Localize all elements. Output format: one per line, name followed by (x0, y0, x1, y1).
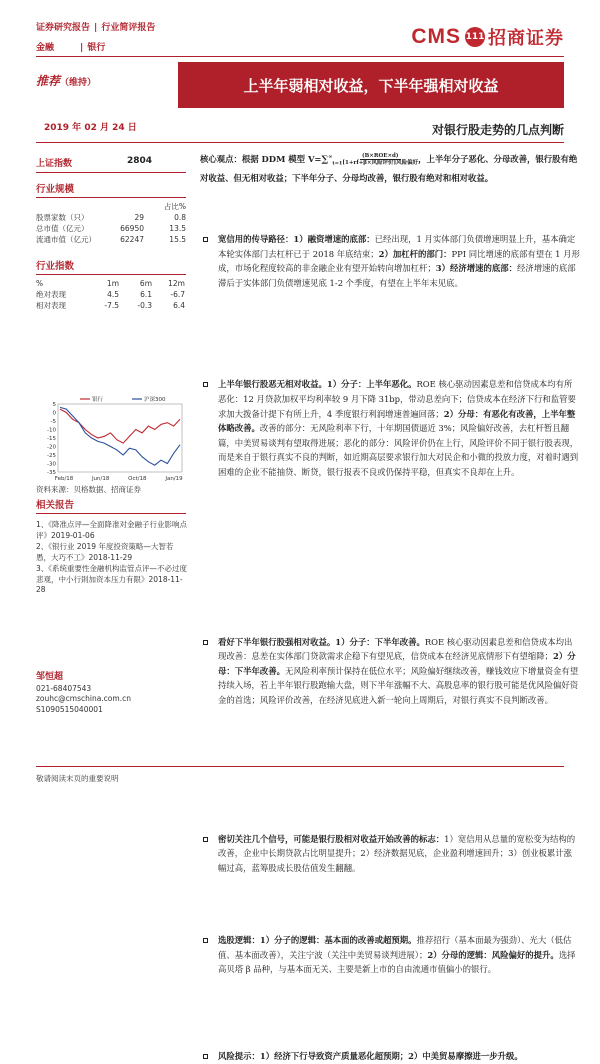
row-value: 6.4 (173, 301, 185, 310)
x-tick-label: Feb/18 (54, 476, 74, 482)
separator: | (80, 43, 84, 53)
sector-index-block (36, 258, 186, 311)
sector-name: 金融 (36, 43, 55, 53)
bullet-lead: 上半年银行股恶无相对收益。1）分子：上半年恶化。 (218, 379, 417, 390)
bullet-first-half (200, 377, 580, 479)
rating (36, 72, 96, 89)
formula-denominator: [1+rf+β×风险评价]风险偏好 (342, 159, 419, 166)
core-suffix: ，上半年分子恶化、分母改善，银行股有绝对收益、但无相对收益；下半年分子、分母均改善，银行股有绝对和相对收益。 (200, 153, 578, 184)
rating-sub: （维持） (60, 78, 97, 88)
divider (36, 197, 186, 198)
y-tick-label: 5 (52, 402, 56, 408)
related-report-link[interactable]: 2、《银行业 2019 年度投资策略—大智若愚，大巧不工》2018-11-29 (36, 542, 174, 562)
divider (36, 513, 186, 514)
author-email[interactable]: zouhc@cmschina.com.cn (36, 694, 131, 703)
bullet-text: 无风险利率预计保持在低位水平；风险偏好继续改善，赚钱效应下增量资金有望持续入场，若上半年银行股跑输大盘，则下半年涨幅不大、高股息率的银行股可能是优风险偏好资金的首选；风险评价改善，在经济见底进入新一轮向上周期后，对银行真实不良判断改善。 (218, 665, 579, 705)
row-label: 绝对表现 (36, 290, 66, 299)
report-header-line1 (36, 20, 155, 33)
y-tick-label: -25 (47, 453, 56, 459)
row-pct: 0.8 (174, 213, 186, 222)
formula-lower: t=1 (332, 160, 343, 167)
bullet-square-icon (203, 938, 208, 943)
related-report-link[interactable]: 1、《降准点评—全面降准对金融子行业影响点评》2019-01-06 (36, 520, 188, 540)
row-value: 29 (134, 213, 144, 222)
bullet-square-icon (203, 1054, 208, 1059)
bullet-text: 改善的部分：无风险利率下行，十年期国债逼近 3%；风险偏好改善，去杠杆暂且翻篇，中美贸易谈判有望取得进展；恶化的部分：风险评价仍在上行，风险评价不同于银行股表现，而是来自于银行真实不良的判断，如近期高层要求银行加大对民企和小微的投放力度，对着时遇到困难的企业不能抽贷、断贷，银行报表不良或仍保持平稳，但真实不良却在上升。 (218, 423, 579, 477)
column-header: 占比% (163, 202, 186, 211)
y-tick-label: -20 (47, 444, 56, 451)
related-report-link[interactable]: 3、《系统重要性金融机构监管点评—不必过度悲观，中小行則加资本压力有限》2018-11-28 (36, 564, 188, 594)
row-pct: 13.5 (169, 224, 186, 233)
subsector-name: 银行 (87, 43, 106, 53)
bullet-square-icon (203, 640, 208, 645)
row-label: 股票家数（只） (36, 213, 89, 222)
bullet-text: ROE 核心驱动因素息差和信贷成本均出现改善：息差在实体部门贷款需求企稳下有望见底，信贷成本在经济见底情形下有望缩降； (218, 636, 573, 662)
series-line-bank (60, 409, 180, 443)
report-kind: 行业简评报告 (101, 23, 156, 33)
logo-company-name: 招商证券 (488, 28, 564, 49)
formula-numerator: (B×ROE×d) (362, 152, 399, 159)
report-title-banner (178, 62, 564, 108)
divider (36, 172, 186, 173)
row-value: -0.3 (137, 301, 152, 310)
footer-note: 敬请阅读末页的重要说明 (36, 774, 119, 783)
bullet-text: PPI 同比增速的底部有望在 1 月形成，市场化程度较高的非金融企业有望开始转向增加杠杆； (218, 248, 580, 274)
header-divider (36, 56, 564, 57)
legend-label: 沪深300 (144, 397, 166, 403)
bullet-bold: 2）分母：有恶化有改善，上半年整体略改善。 (218, 408, 576, 434)
x-tick-label: Oct/18 (128, 476, 147, 482)
column-header: 12m (168, 279, 185, 288)
y-tick-label: 0 (52, 410, 56, 417)
core-prefix: 核心观点：根据 DDM 模型 (200, 153, 306, 164)
subtitle-divider (36, 142, 564, 143)
bullet-square-icon (203, 237, 208, 242)
bullet-stock-selection (200, 933, 580, 977)
table-row (36, 300, 186, 311)
report-title: 上半年弱相对收益，下半年强相对收益 (243, 76, 499, 95)
company-logo (411, 24, 564, 50)
performance-line-chart (36, 396, 186, 482)
formula-fraction (342, 153, 418, 166)
bullet-lead: 看好下半年银行股强相对收益。1）分子：下半年改善。 (218, 636, 425, 647)
bullet-square-icon (203, 382, 208, 387)
author-name: 邹恒超 (36, 672, 64, 682)
author-block (36, 672, 186, 715)
author-phone: 021-68407543 (36, 683, 92, 693)
table-row (36, 234, 186, 245)
bullet-risk (200, 1049, 580, 1064)
row-value: 62247 (120, 235, 144, 244)
related-reports-header (36, 497, 186, 514)
x-tick-label: Jan/19 (165, 476, 183, 482)
index-block (36, 156, 186, 173)
section-title: 行业规模 (36, 184, 75, 195)
bullet-text: ROE 核心驱动因素息差和信贷成本均有所恶化：12 月贷款加权平均利率较 9 月下降 31bp，带动息差向下；信贷成本在经济下行和监管要求加大拨备计提下有所上升，4 季度银行利润增速普遍回落； (218, 379, 576, 419)
footer-divider (36, 766, 564, 767)
rating-label: 推荐 (36, 74, 61, 88)
section-title: 行业指数 (36, 261, 75, 272)
bullet-transmission (200, 232, 580, 290)
y-tick-label: -35 (47, 470, 56, 476)
bullet-text: 选择高贝塔 β 品种，与基本面无关、主要是新上市的自由流通市值偏小的银行。 (218, 949, 576, 975)
core-view (200, 150, 580, 186)
y-tick-label: -5 (50, 419, 56, 425)
index-value: 2804 (126, 156, 152, 166)
logo-badge-icon: 111 (465, 27, 485, 47)
row-value: -7.5 (104, 301, 119, 310)
logo-cms-text: CMS (411, 25, 461, 48)
bullet-second-half (200, 635, 580, 708)
divider (36, 274, 186, 275)
table-row (36, 223, 186, 234)
row-value: 4.5 (107, 290, 119, 299)
row-value: 66950 (120, 224, 144, 233)
table-row (36, 289, 186, 300)
row-pct: 15.5 (169, 235, 186, 244)
bullet-square-icon (203, 837, 208, 842)
row-value: 6.1 (140, 290, 152, 299)
section-title: 相关报告 (36, 500, 75, 511)
formula-upper: ∞ (328, 154, 333, 160)
bullet-text: 推荐招行（基本面最为强劲）、光大（低估值、基本面改善），关注宁波（关注中美贸易谈判进展）； (218, 935, 572, 960)
report-type: 证券研究报告 (36, 23, 91, 33)
column-header: 1m (106, 279, 119, 288)
column-header: 6m (139, 279, 152, 288)
table-header (36, 278, 186, 289)
series-line-csi300 (60, 407, 180, 465)
report-header-line2 (36, 40, 105, 53)
report-date: 2019 年 02 月 24 日 (44, 123, 137, 133)
column-header: % (36, 279, 44, 288)
row-label: 流通市值（亿元） (36, 235, 96, 244)
row-label: 总市值（亿元） (36, 224, 89, 233)
chart-source-note: 资料来源：贝格数据、招商证券 (36, 485, 141, 494)
y-tick-label: -15 (47, 436, 56, 442)
sector-scale-block (36, 181, 186, 245)
bullet-lead: 选股逻辑：1）分子的逻辑：基本面的改善或超预期。 (218, 935, 417, 946)
bullet-text: 经济增速的底部滞后于实体部门负债增速见底 1-2 个季度，有望在上半年末见底。 (218, 263, 576, 288)
formula-sum: ∑ (321, 154, 329, 165)
author-license: S1090515040001 (36, 704, 103, 714)
bullet-bold: 2）加杠杆的部门： (378, 248, 452, 259)
table-row (36, 212, 186, 223)
bullet-lead: 密切关注几个信号，可能是银行股相对收益开始改善的标志： (218, 833, 445, 844)
separator: | (94, 23, 98, 33)
table-header (36, 201, 186, 212)
bullet-text: 已经出现，1 月实体部门负债增速明显上升，基本确定本轮实体部门去杠杆已于 2018 年底结束； (218, 234, 576, 259)
bullet-bold: 3）经济增速的底部： (435, 263, 517, 274)
legend-label: 银行 (92, 397, 104, 403)
ddm-formula (307, 152, 419, 167)
row-value: -6.7 (170, 290, 185, 299)
x-tick-label: Jun/18 (91, 476, 110, 482)
formula-v: V= (307, 153, 322, 164)
bullet-bold: 2）分母的逻辑：风险偏好的提升。 (427, 949, 559, 960)
bullet-signals (200, 832, 580, 876)
related-reports-list (36, 520, 188, 597)
y-tick-label: -10 (47, 427, 56, 434)
bullet-lead: 风险提示：1）经济下行导致资产质量恶化超预期；2）中美贸易摩擦进一步升级。 (218, 1051, 523, 1062)
y-tick-label: -30 (47, 461, 56, 468)
report-subtitle: 对银行股走势的几点判断 (431, 123, 564, 137)
bullet-text: 1）宽信用从总量的宽松变为结构的改善，企业中长期贷款占比明显提升；2）经济数据见底，企业盈利增速回升；3）创业板累计涨幅过高，蓝筹股成长股估值发生翻翻。 (218, 833, 576, 873)
bullet-bold: 2）分母：下半年改善。 (218, 651, 576, 676)
index-label: 上证指数 (36, 159, 73, 169)
row-label: 相对表现 (36, 301, 66, 310)
bullet-lead: 宽信用的传导路径：1）融资增速的底部： (218, 234, 375, 244)
